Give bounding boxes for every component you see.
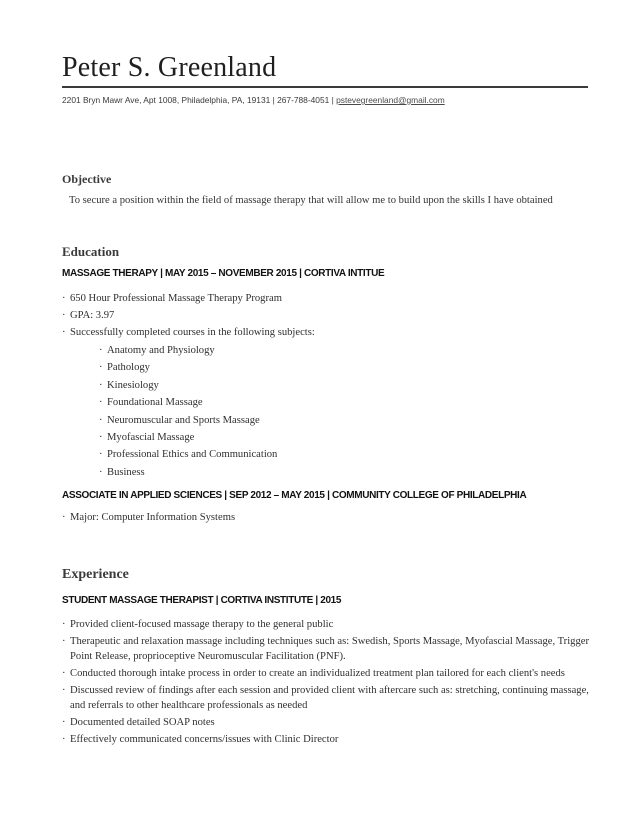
email-link[interactable]: pstevegreenland@gmail.com: [336, 95, 445, 105]
list-item: · Discussed review of findings after each session and provided client with aftercare such as: stretching, continuing massage, and referrals to other healthcare professionals as needed: [62, 685, 589, 711]
resume-name: Peter S. Greenland: [62, 52, 277, 83]
bullet-glyph: ·: [62, 668, 66, 679]
job-1-bullets: [62, 617, 592, 747]
bullet-glyph: ·: [99, 345, 103, 356]
list-item: · Foundational Massage: [99, 397, 203, 409]
education-program-1-title: MASSAGE THERAPY | MAY 2015 – NOVEMBER 2015 | CORTIVA INTITUE: [62, 268, 385, 279]
header-rule: [62, 86, 588, 88]
list-item: · Effectively communicated concerns/issues with Clinic Director: [62, 734, 339, 745]
bullet-glyph: ·: [99, 414, 103, 426]
list-item: · Pathology: [99, 362, 150, 374]
bullet-glyph: ·: [62, 512, 66, 523]
list-item: · Major: Computer Information Systems: [62, 512, 236, 523]
list-item: · Conducted thorough intake process in order to create an individualized treatment plan tailored for each client's needs: [62, 668, 565, 679]
objective-heading: Objective: [62, 172, 112, 186]
subjects-list: [99, 343, 579, 480]
list-item: · Therapeutic and relaxation massage including techniques such as: Swedish, Sports Massage, Myofascial Massage, Trigger Point Release, proprioceptive Neuromuscular Facilitation (PNF).: [62, 636, 589, 662]
bullet-glyph: ·: [62, 327, 66, 338]
contact-details: 2201 Bryn Mawr Ave, Apt 1008, Philadelphia, PA, 19131 | 267-788-4051 |: [62, 95, 337, 105]
experience-heading: Experience: [62, 567, 129, 582]
list-item: · Anatomy and Physiology: [99, 345, 215, 356]
education-heading: Education: [62, 244, 120, 259]
bullet-glyph: ·: [62, 619, 66, 630]
list-item: · Professional Ethics and Communication: [99, 449, 278, 461]
bullet-glyph: ·: [62, 293, 66, 304]
bullet-glyph: ·: [99, 449, 103, 461]
list-item: · Documented detailed SOAP notes: [62, 717, 215, 728]
objective-text: To secure a position within the field of massage therapy that will allow me to build upon the skills I have obtained: [69, 195, 553, 206]
program-1-bullets: [62, 291, 592, 340]
list-item: · Kinesiology: [99, 379, 159, 391]
bullet-glyph: ·: [62, 717, 66, 728]
bullet-glyph: ·: [99, 431, 103, 443]
bullet-glyph: ·: [62, 310, 66, 321]
list-item: · 650 Hour Professional Massage Therapy Program: [62, 293, 282, 304]
bullet-glyph: ·: [99, 466, 103, 478]
list-item: · Provided client-focused massage therapy to the general public: [62, 619, 334, 630]
experience-job-1-title: STUDENT MASSAGE THERAPIST | CORTIVA INSTITUTE | 2015: [62, 595, 342, 606]
program-2-bullets: [62, 510, 592, 525]
list-item: · Neuromuscular and Sports Massage: [99, 414, 260, 426]
list-item: · Myofascial Massage: [99, 431, 195, 443]
list-item: · GPA: 3.97: [62, 310, 115, 321]
bullet-glyph: ·: [99, 379, 103, 391]
contact-line: [62, 95, 445, 105]
list-item: · Business: [99, 466, 145, 478]
list-item: · Successfully completed courses in the following subjects:: [62, 327, 315, 338]
bullet-glyph: ·: [99, 397, 103, 409]
bullet-glyph: ·: [62, 685, 66, 696]
bullet-glyph: ·: [62, 636, 66, 647]
education-program-2-title: ASSOCIATE IN APPLIED SCIENCES | SEP 2012 – MAY 2015 | COMMUNITY COLLEGE OF PHILADELPHIA: [62, 490, 527, 501]
bullet-glyph: ·: [99, 362, 103, 374]
bullet-glyph: ·: [62, 734, 66, 745]
